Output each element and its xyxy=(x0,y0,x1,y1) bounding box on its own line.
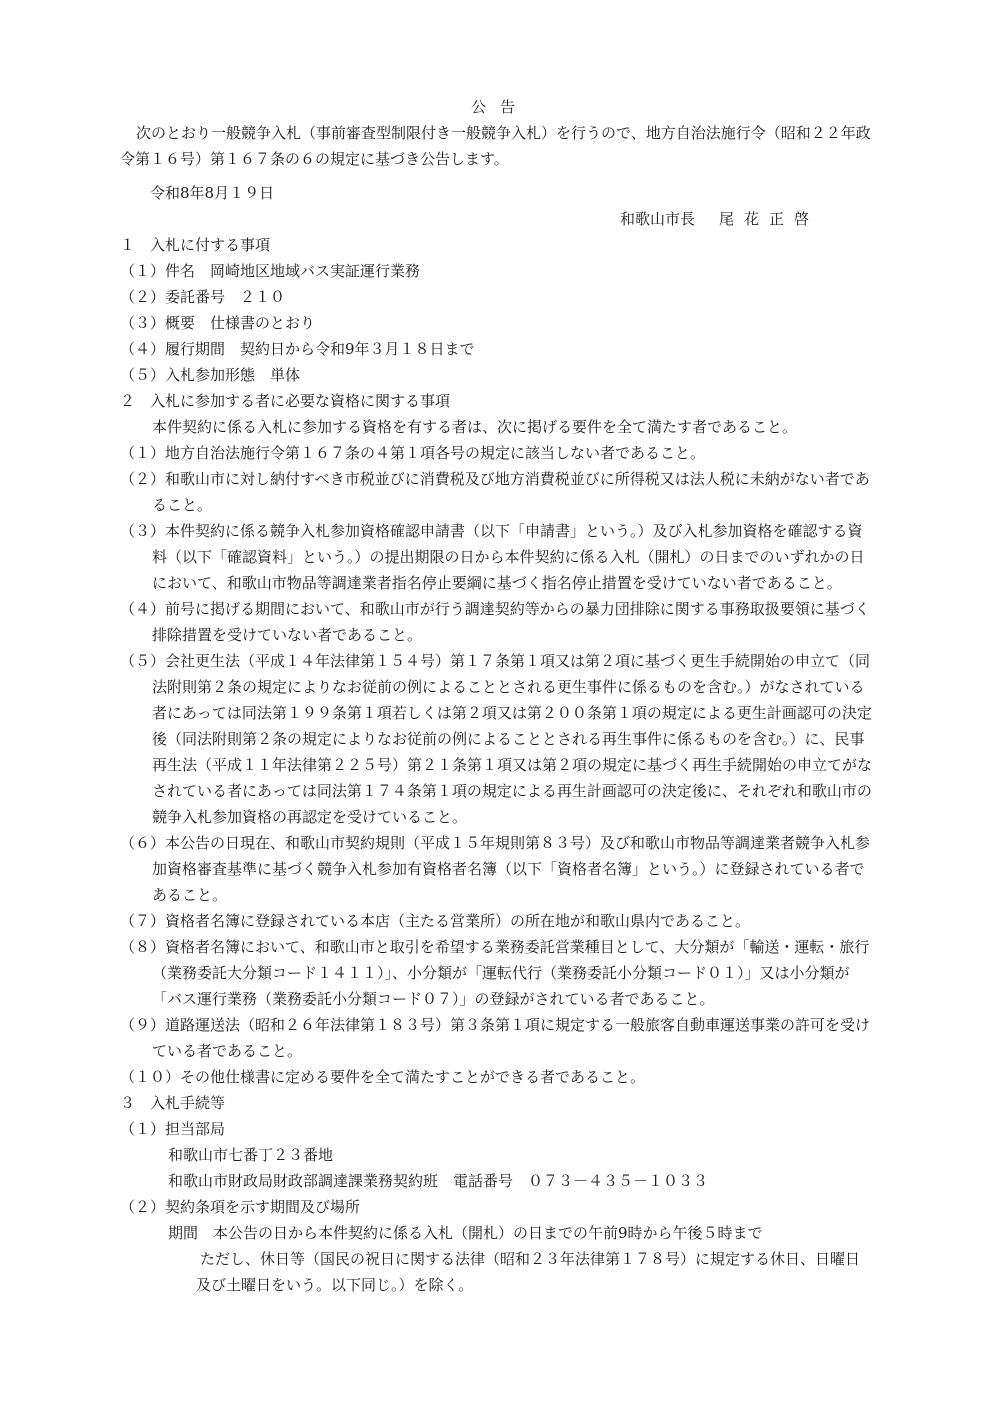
intro-line: 次のとおり一般競争入札（事前審査型制限付き一般競争入札）を行うので、地方自治法施行令（昭和２２年政 xyxy=(136,124,871,142)
body-line: ている者であること。 xyxy=(152,1042,303,1060)
body-line: （２）和歌山市に対し納付すべき市税並びに消費税及び地方消費税並びに所得税又は法人税に未納がない者であ xyxy=(120,470,870,488)
body-line: ただし、休日等（国民の祝日に関する法律（昭和２３年法律第１７８号）に規定する休日、日曜日 xyxy=(200,1250,861,1268)
body-line: 加資格審査基準に基づく競争入札参加有資格者名簿（以下「資格者名簿」という。）に登録されている者で xyxy=(152,860,865,878)
notice-body xyxy=(120,232,890,1298)
body-line: 競争入札参加資格の再認定を受けていること。 xyxy=(152,808,468,826)
body-line: 者にあっては同法第１９９条第１項若しくは第２項又は第２００条第１項の規定による更生計画認可の決定 xyxy=(152,704,872,722)
body-line: （１０）その他仕様書に定める要件を全て満たすことができる者であること。 xyxy=(120,1068,646,1086)
body-line: （２）契約条項を示す期間及び場所 xyxy=(120,1198,361,1216)
body-line: あること。 xyxy=(152,886,228,904)
body-line: （２）委託番号 ２１０ xyxy=(120,288,286,306)
signer xyxy=(620,206,819,232)
body-line: （１）地方自治法施行令第１６７条の４第１項各号の規定に該当しない者であること。 xyxy=(120,444,706,462)
body-line: （４）履行期間 契約日から令和9年３月１８日まで xyxy=(120,340,475,358)
body-line: １ 入札に付する事項 xyxy=(120,236,271,254)
body-line: 法附則第２条の規定によりなお従前の例によることとされる更生事件に係るものを含む。）がなされている xyxy=(152,678,865,696)
body-line: （３）概要 仕様書のとおり xyxy=(120,314,316,332)
body-line: （３）本件契約に係る競争入札参加資格確認申請書（以下「申請書」という。）及び入札参加資格を確認する資 xyxy=(120,522,863,540)
body-line: 「バス運行業務（業務委託小分類コード０７）」の登録がされている者であること。 xyxy=(152,990,715,1008)
body-line: （４）前号に掲げる期間において、和歌山市が行う調達契約等からの暴力団排除に関する事務取扱要領に基づく xyxy=(120,600,870,618)
intro-line: 令第１６号）第１６７条の６の規定に基づき公告します。 xyxy=(120,150,509,168)
body-line: 及び土曜日をいう。以下同じ。）を除く。 xyxy=(196,1276,474,1294)
signer-name: 尾花正啓 xyxy=(719,210,820,228)
body-line: （５）会社更生法（平成１４年法律第１５４号）第１７条第１項又は第２項に基づく更生手続開始の申立て（同 xyxy=(120,652,871,670)
body-line: ３ 入札手続等 xyxy=(120,1094,226,1112)
body-line: （７）資格者名簿に登録されている本店（主たる営業所）の所在地が和歌山県内であること。 xyxy=(120,912,751,930)
body-line: （１）担当部局 xyxy=(120,1120,226,1138)
notice-date: 令和8年8月１９日 xyxy=(150,184,275,202)
body-line: されている者にあっては同法第１７４条第１項の規定による再生計画認可の決定後に、それぞれ和歌山市の xyxy=(152,782,872,800)
body-line: 本件契約に係る入札に参加する資格を有する者は、次に掲げる要件を全て満たす者であること。 xyxy=(152,418,798,436)
body-line: 再生法（平成１１年法律第２２５号）第２１条第１項又は第２項の規定に基づく再生手続開始の申立てがな xyxy=(152,756,873,774)
page-title: 公告 xyxy=(470,98,529,116)
body-line: （６）本公告の日現在、和歌山市契約規則（平成１５年規則第８３号）及び和歌山市物品等調達業者競争入札参 xyxy=(120,834,871,852)
signer-office: 和歌山市長 xyxy=(620,210,696,228)
body-line: （５）入札参加形態 単体 xyxy=(120,366,301,384)
body-line: 期間 本公告の日から本件契約に係る入札（開札）の日までの午前9時から午後５時まで xyxy=(168,1224,763,1242)
body-line: （１）件名 岡崎地区地域バス実証運行業務 xyxy=(120,262,421,280)
body-line: ２ 入札に参加する者に必要な資格に関する事項 xyxy=(120,392,451,410)
body-line: 和歌山市七番丁２３番地 xyxy=(168,1146,334,1164)
body-line: （８）資格者名簿において、和歌山市と取引を希望する業務委託営業種目として、大分類が「輸送・運転・旅行 xyxy=(120,938,870,956)
body-line: ること。 xyxy=(152,496,213,514)
body-line: （業務委託大分類コード１４１１）」、小分類が「運転代行（業務委託小分類コード０１）」又は小分類が xyxy=(152,964,850,982)
intro-paragraph xyxy=(120,120,890,172)
body-line: （９）道路運送法（昭和２６年法律第１８３号）第３条第１項に規定する一般旅客自動車運送事業の許可を受け xyxy=(120,1016,871,1034)
body-line: 和歌山市財政局財政部調達課業務契約班 電話番号 ０７３－４３５－１０３３ xyxy=(168,1172,709,1190)
body-line: 料（以下「確認資料」という。）の提出期限の日から本件契約に係る入札（開札）の日までのいずれかの日 xyxy=(152,548,865,566)
body-line: において、和歌山市物品等調達業者指名停止要綱に基づく指名停止措置を受けていない者であること。 xyxy=(152,574,842,592)
body-line: 後（同法附則第２条の規定によりなお従前の例によることとされる再生事件に係るものを含む。）に、民事 xyxy=(152,730,865,748)
body-line: 排除措置を受けていない者であること。 xyxy=(152,626,423,644)
